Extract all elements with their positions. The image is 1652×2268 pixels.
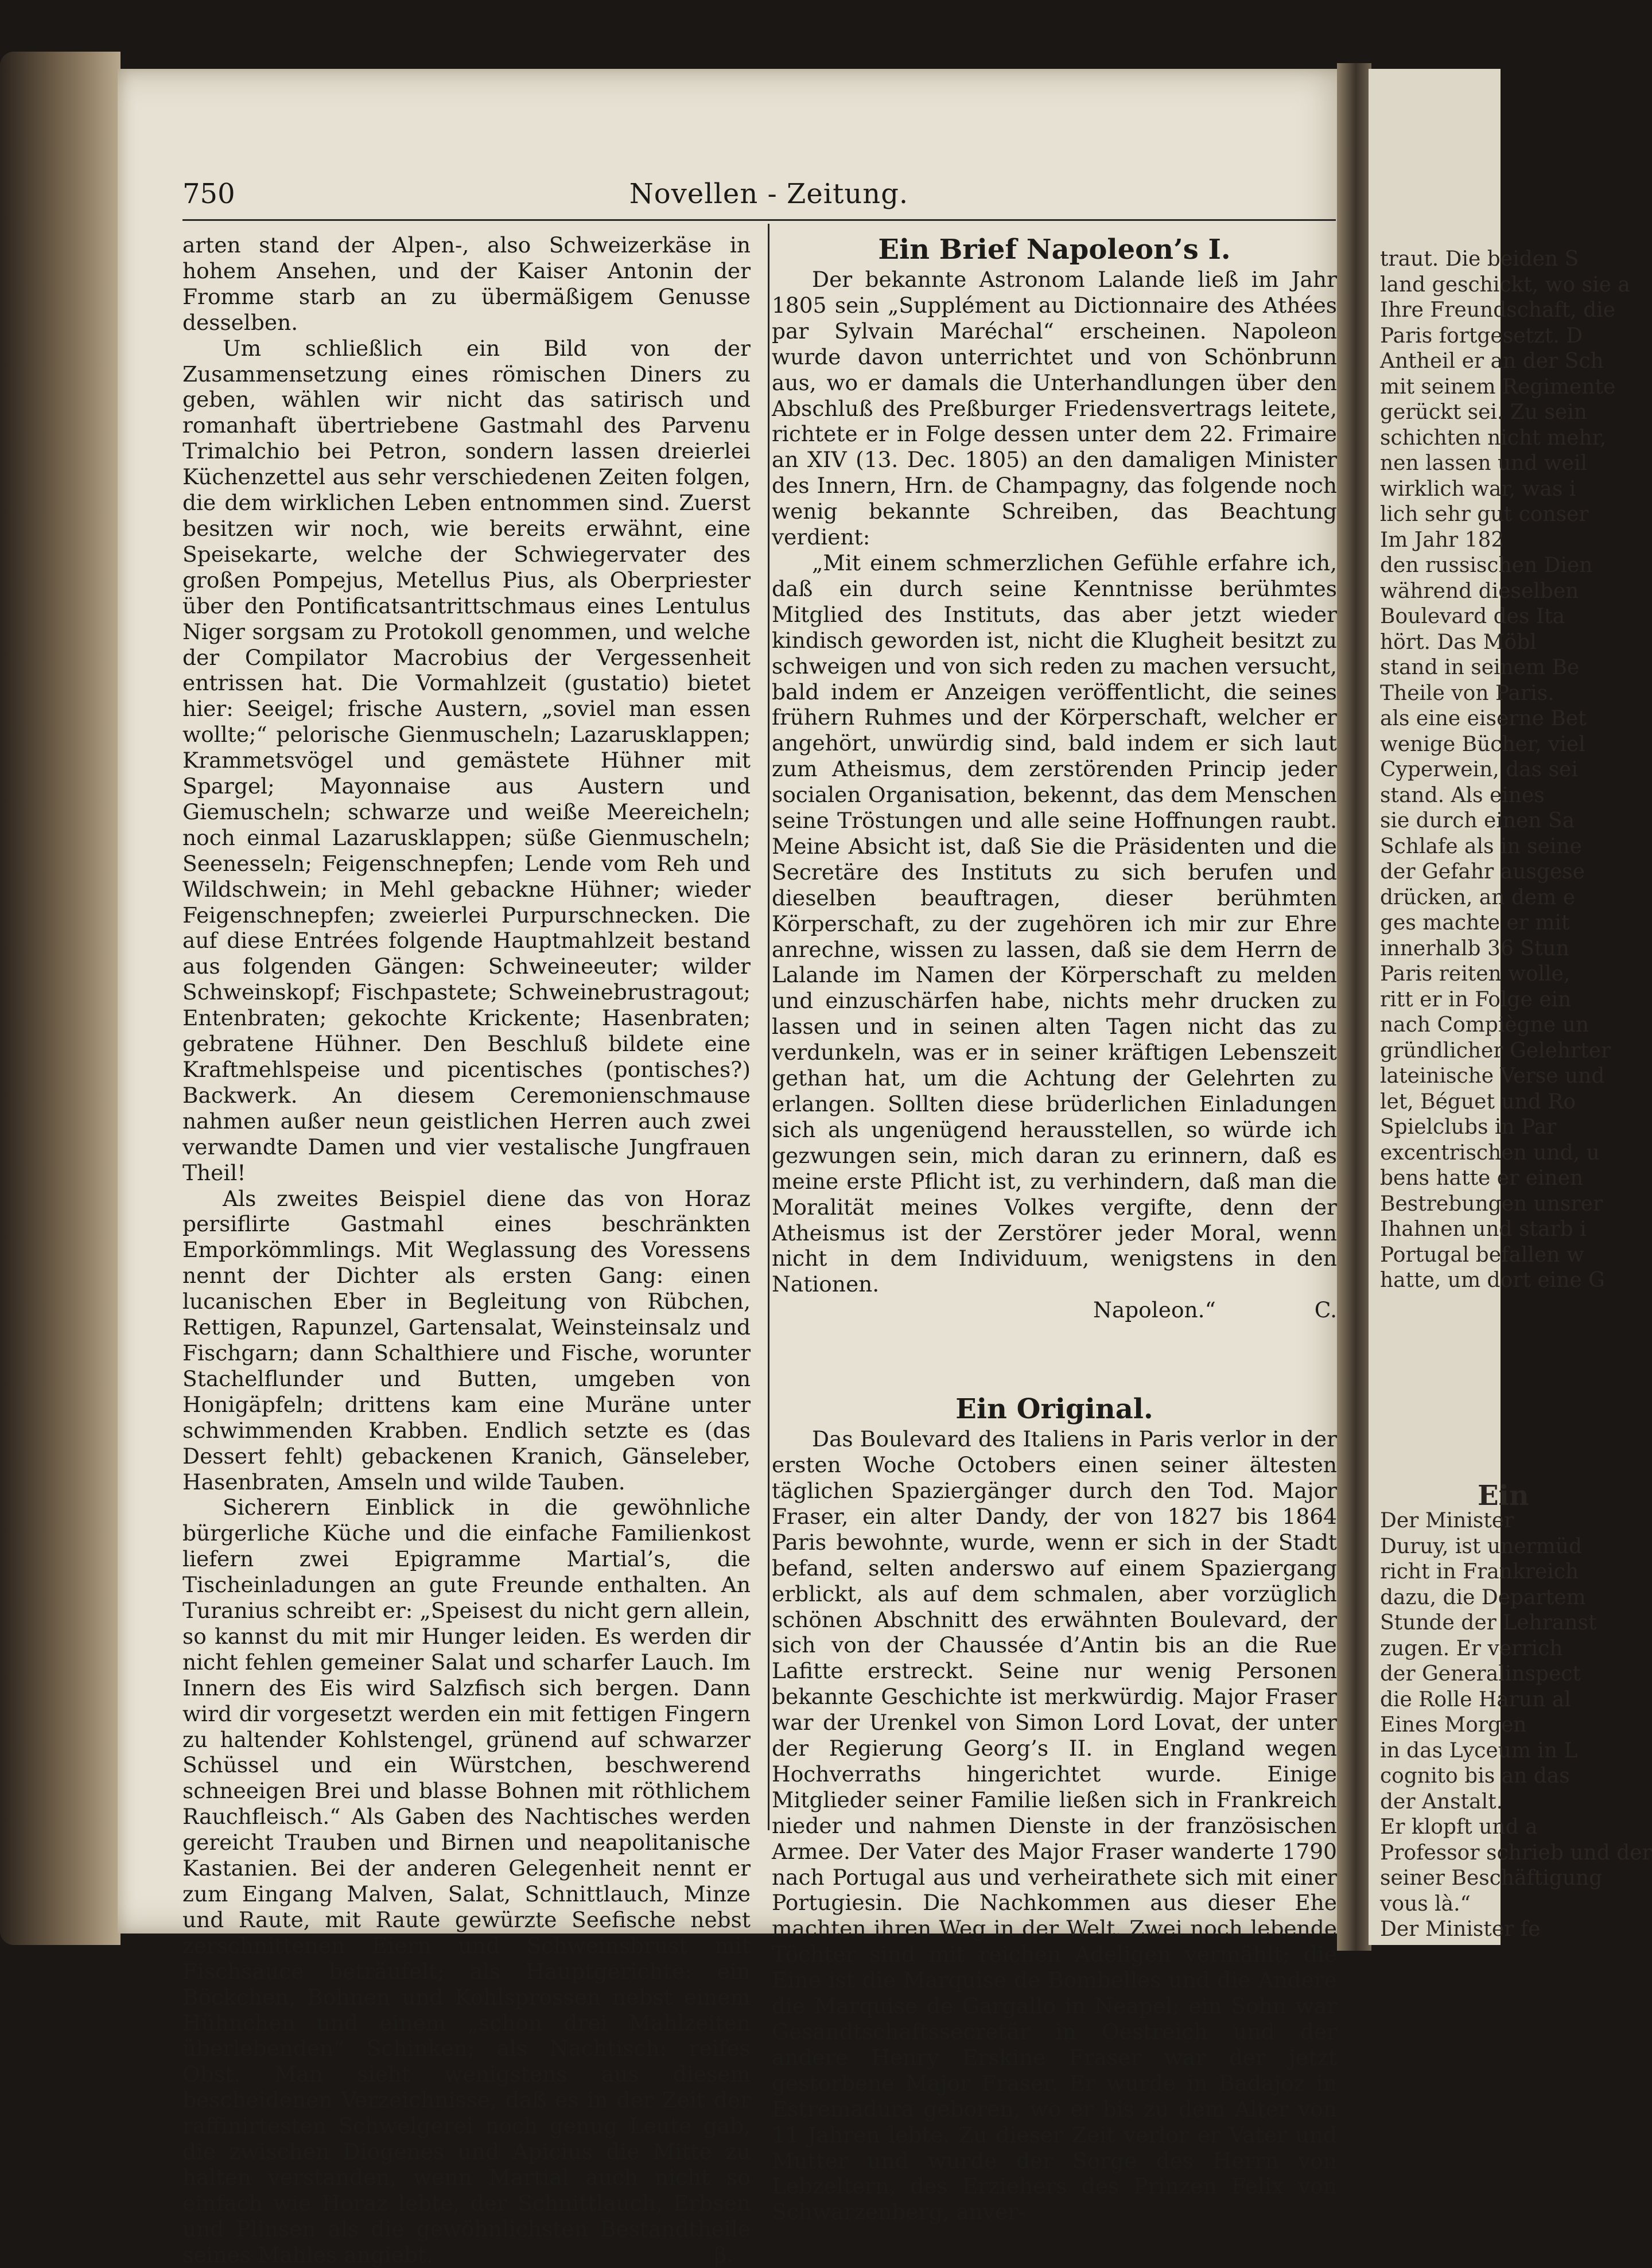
fragment-line: der Gefahr ausgese — [1380, 860, 1585, 884]
fragment-line: Schlafe als in seine — [1380, 834, 1582, 858]
fragment-line: Im Jahr 182 — [1380, 528, 1505, 552]
fragment-line: in das Lyceum in L — [1380, 1738, 1578, 1763]
fragment-line: richt in Frankreich — [1380, 1560, 1579, 1584]
fragment-heading: Ein — [1478, 1479, 1529, 1512]
paragraph: arten stand der Alpen-, also Schweizerkäse in hohem Ansehen, und der Kaiser Antonin der Fromme starb an zu übermäßigem Genusse desselben. — [182, 232, 751, 335]
fragment-line: Der Minister — [1380, 1509, 1514, 1532]
fragment-line: der Generalinspect — [1380, 1662, 1581, 1686]
section-gap — [772, 1323, 1337, 1392]
fragment-line: Spielclubs in Par — [1380, 1115, 1557, 1139]
fragment-line: wirklich war, was i — [1380, 477, 1576, 501]
article-title-original: Ein Original. — [955, 1393, 1153, 1426]
fragment-line: land geschickt, wo sie a — [1380, 273, 1630, 297]
paragraph: Der bekannte Astronom Lalande ließ im Jahr 1805 sein „Supplément au Dictionnaire des Athées par Sylvain Maréchal“ erscheinen. Napoleon wurde davon unterrichtet und von Schönbrunn aus, wo er damals die Unterhandlungen über den Abschluß des Preßburger Friedensvertrags leitete, richtete er in Folge dessen unter dem 22. Frimaire an XIV (13. Dec. 1805) an den damaligen Minister des Innern, Hrn. de Champagny, das folgende noch wenig bekannte Schreiben, das Beachtung verdient: — [772, 267, 1337, 550]
fragment-line: Paris fortgesetzt. D — [1380, 324, 1583, 348]
fragment-line: Cyperwein, das sei — [1380, 758, 1578, 781]
signature-initial: C. — [1314, 1297, 1337, 1323]
fragment-line: stand. Als eines — [1380, 783, 1545, 807]
fragment-line: hatte, um dort eine G — [1380, 1269, 1605, 1292]
fragment-line: wenige Bücher, viel — [1380, 732, 1585, 756]
fragment-line: während dieselben — [1380, 579, 1579, 603]
paragraph: Sicherern Einblick in die gewöhnliche bürgerliche Küche und die einfache Familienkost liefern zwei Epigramme Martial’s, die Tischeinladungen an gute Freunde enthalten. An Turanius schreibt er: „Speisest du nicht gern allein, so kannst du mit mir Hunger leiden. Es werden dir nicht fehlen gemeiner Salat und scharfer Lauch. Im Innern des Eis wird Salzfisch sich bergen. Dann wird dir vorgesetzt werden ein mit fettigen Fingern zu haltender Kohlstengel, grünend auf schwarzer Schüssel und ein Würstchen, beschwerend schneeigen Brei und blasse Bohnen mit röthlichem Rauchfleisch.“ Als Gaben des Nachtisches werden gereicht Trauben und Birnen und neapolitanische Kastanien. Bei der anderen Gelegenheit nennt er zum Eingang Malven, Salat, Schnittlauch, Minze und Raute, mit Raute gewürzte Seefische nebst zerschnittenen Eiern und Schweinsbrust mit Fischsauce beträufelt; als Hauptgerichte: ein Böckchen, Bohnen und Kohlsprossen nebst einem Hühnchen und einem „schon drei Mahlzeiten überlebenden“ Schinken; als Nachtisch: reifes Obst. Man sieht wenigstens aus diesem bescheidenen Verzeichnisse, daß es in der Zeit der raffinirtesten Schwelgerei noch genug Leute gab, die zwischen Diogenes und Apicius die Mitte zu halten verstanden, wenn Martial auch nicht so einfach wie Horaz lebte, der Schnittlauch, Erbsen und Plinsen als die gewöhnlichsten Bestandtheile seines Mahles angiebt. — [182, 1495, 751, 2267]
fragment-line: nach Compiègne un — [1380, 1013, 1589, 1037]
fragment-line: Ihre Freundschaft, die — [1380, 298, 1616, 322]
right-page-fragments — [1380, 247, 1652, 1943]
paragraph: Um schließlich ein Bild von der Zusammensetzung eines römischen Diners zu geben, wählen wir nicht das satirisch und romanhaft übertriebene Gastmahl des Parvenu Trimalchio bei Petron, sondern lassen dreierlei Küchenzettel aus sehr verschiedenen Zeiten folgen, die dem wirklichen Leben entnommen sind. Zuerst besitzen wir noch, wie bereits erwähnt, eine Speisekarte, welche der Schwiegervater des großen Pompejus, Metellus Pius, als Oberpriester über den Pontificatsantrittschmaus eines Lentulus Niger sorgsam zu Protokoll genommen, und welche der Compilator Macrobius der Vergessenheit entrissen hat. Die Vormahlzeit (gustatio) bietet hier: Seeigel; frische Austern, „soviel man essen wollte;“ pelorische Gienmuscheln; Lazarusklappen; Krammetsvögel und gemästete Hühner mit Spargel; Mayonnaise aus Austern und Giemuscheln; schwarze und weiße Meereicheln; noch einmal Lazarusklappen; süße Gienmuscheln; Seenesseln; Feigenschnepfen; Lende vom Reh und Wildschwein; in Mehl gebackne Hühner; wieder Feigenschnepfen; zweierlei Purpurschnecken. Die auf diese Entrées folgende Hauptmahlzeit bestand aus folgenden Gängen: Schweineeuter; wilder Schweinskopf; Fischpastete; Schweinebrustragout; Entenbraten; gekochte Krickente; Hasenbraten; gebratene Hühner. Den Beschluß bildete eine Kraftmehlspeise und picentisches (pontisches?) Backwerk. An diesem Ceremonienschmause nahmen außer neun geistlichen Herren auch zwei verwandte Damen und vier vestalische Jungfrauen Theil! — [182, 335, 751, 1185]
fragment-line: die Rolle Harun al — [1380, 1687, 1571, 1711]
fragment-line: stand in seinem Be — [1380, 656, 1580, 679]
fragment-line: cognito bis an das — [1380, 1764, 1570, 1788]
fragment-line: den russischen Dien — [1380, 554, 1593, 577]
fragment-line: Paris reiten wolle, — [1380, 962, 1571, 986]
fragment-line: Der Minister fe — [1380, 1917, 1541, 1941]
fragment-line: innerhalb 36 Stun — [1380, 936, 1569, 960]
fragment-line: Portugal befallen w — [1380, 1243, 1584, 1267]
fragment-line: excentrischen und, u — [1380, 1141, 1600, 1165]
fragment-line: Bestrebungen unsrer — [1380, 1192, 1603, 1216]
signature: β. — [714, 2242, 733, 2267]
fragment-line: vous là.“ — [1380, 1892, 1471, 1916]
article-title-napoleon: Ein Brief Napoleon’s I. — [878, 234, 1231, 266]
book-gutter — [1337, 63, 1371, 1951]
fragment-line: gründlicher Gelehrter — [1380, 1038, 1611, 1063]
fragment-lines-top — [1380, 247, 1630, 1294]
fragment-line: Er klopft und a — [1380, 1815, 1538, 1839]
fragment-line: schichten nicht mehr, — [1380, 426, 1607, 450]
fragment-line: Eines Morgen — [1380, 1713, 1527, 1737]
fragment-line: lateinische Verse und — [1380, 1064, 1605, 1088]
right-page — [1369, 69, 1652, 1945]
column-rule — [768, 224, 769, 1830]
fragment-line: ritt er in Folge ein — [1380, 987, 1572, 1012]
fragment-line: Professor schrieb und der — [1380, 1841, 1652, 1865]
running-head: Novellen - Zeitung. — [629, 178, 909, 210]
left-column — [182, 232, 751, 2268]
fragment-line: lich sehr gut conser — [1380, 503, 1589, 526]
paragraph: Das Boulevard des Italiens in Paris verlor in der ersten Woche Octobers einen seiner ältesten täglichen Spaziergänger durch den Tod. Major Fraser, ein alter Dandy, der von 1827 bis 1864 Paris bewohnte, wurde, wenn er sich in der Stadt befand, selten anderswo auf einem Spaziergang erblickt, als auf dem schmalen, aber vorzüglich schönen Abschnitt des erwähnten Boulevard, der sich von der Chaussée d’Antin bis an die Rue Lafitte erstreckt. Seine nur wenig Personen bekannte Geschichte ist merkwürdig. Major Fraser war der Urenkel von Simon Lord Lovat, der unter der Regierung Georg’s II. in England wegen Hochverraths hingerichtet wurde. Einige Mitglieder seiner Familie ließen sich in Frankreich nieder und nahmen Dienste in der französischen Armee. Der Vater des Major Fraser wanderte 1790 nach Portugal aus und verheirathete sich mit einer Portugiesin. Die Nachkommen aus dieser Ehe machten ihren Weg in der Welt. Zwei noch lebende Töchter sind mit reichen Adeligen vermählt; die Eine ist die Marquise de Bombelles und die Andere die Marquise de Gargallo in Neapel; ein Sohn war Gesandtschaftssecretär in Oestreich und der andere Henry Erskine Fraser war der jetzt gestorbene Major Fraser. Er wurde in Badajoz in Estremadura geboren, wo er bis zu dem Alter von 11 Jahren lebte. Zu dieser Zeit verlor er Vater und Mutter und wurde der Sorge des Herrn von Lebzeltern, des Erziehers des Prinzen Felix von Schwarzenberg, anver- — [772, 1426, 1337, 2225]
right-column — [772, 232, 1337, 2225]
fragment-line: mit seinem Regimente — [1380, 375, 1616, 399]
fragment-line: traut. Die beiden S — [1380, 247, 1579, 271]
fragment-line: bens hatte er einen — [1380, 1166, 1584, 1190]
fragment-line: hört. Das Möbl — [1380, 630, 1537, 654]
fragment-line: Ihahnen und starb i — [1380, 1217, 1587, 1241]
fragment-line: Antheil er an der Sch — [1380, 349, 1604, 373]
fragment-gap — [1380, 1294, 1529, 1483]
fragment-line: let, Béguet und Ro — [1380, 1090, 1576, 1114]
fragment-line: der Anstalt. — [1380, 1789, 1503, 1814]
fragment-line: zugen. Er verrich — [1380, 1636, 1563, 1660]
fragment-line: drücken, an dem e — [1380, 885, 1576, 909]
fragment-lines-bottom — [1380, 1508, 1652, 1943]
fragment-line: seiner Beschäftigung — [1380, 1866, 1603, 1890]
fragment-line: Stunde der Lehranst — [1380, 1611, 1597, 1635]
letter-signature — [772, 1297, 1337, 1323]
fragment-line: Boulevard des Ita — [1380, 605, 1565, 628]
fragment-line: als eine eiserne Bet — [1380, 707, 1587, 730]
paragraph: Als zweites Beispiel diene das von Horaz persiflirte Gastmahl eines beschränkten Emporkömmlings. Mit Weglassung des Voressens nennt der Dichter als ersten Gang: einen lucanischen Eber in Begleitung von Rübchen, Rettigen, Rapunzel, Gartensalat, Weinsteinsalz und Fischgarn; dann Schalthiere und Fische, worunter Stachelflunder und Butten, umgeben von Honigäpfeln; drittens kam eine Muräne unter schwimmenden Krabben. Endlich setzte es (das Dessert fehlt) gebackenen Kranich, Gänseleber, Hasenbraten, Amseln und wilde Tauben. — [182, 1185, 751, 1495]
signature-name: Napoleon.“ — [1093, 1297, 1216, 1323]
book-page-edges — [0, 52, 121, 1945]
page-number: 750 — [182, 178, 235, 210]
fragment-line: ges machte er mit — [1380, 911, 1570, 935]
letter-text: „Mit einem schmerzlichen Gefühle erfahre ich, daß ein durch seine Kenntnisse berühmtes Mitglied des Instituts, das aber jetzt wieder kindisch geworden ist, nicht die Klugheit besitzt zu schweigen und von sich reden zu machen versucht, bald indem er Anzeigen veröffentlicht, die seines frühern Ruhmes und der Körperschaft, welcher er angehört, unwürdig sind, bald indem er sich laut zum Atheismus, dem zerstörenden Princip jeder socialen Organisation, bekennt, das dem Menschen seine Tröstungen und alle seine Hoffnungen raubt. Meine Absicht ist, daß Sie die Präsidenten und die Secretäre des Instituts zu sich berufen und dieselben beauftragen, dieser berühmten Körperschaft, zu der zugehören ich mir zur Ehre anrechne, wissen zu lassen, daß sie dem Herrn de Lalande im Namen der Körperschaft zu melden und einzuschärfen habe, nichts mehr drucken zu lassen und in seinen alten Tagen nicht das zu verdunkeln, was er in seiner kräftigen Lebenszeit gethan hat, um die Achtung der Gelehrten zu erlangen. Sollten diese brüderlichen Einladungen sich als ungenügend herausstellen, so würde ich gezwungen sein, mich daran zu erinnern, daß es meine erste Pflicht ist, zu verhindern, daß man die Moralität meines Volkes vergifte, denn der Atheismus ist der Zerstörer jeder Moral, wenn nicht in dem Individuum, wenigstens in den Nationen. — [772, 550, 1337, 1297]
fragment-line: gerückt sei. Zu sein — [1380, 400, 1587, 424]
fragment-line: sie durch einen Sa — [1380, 809, 1575, 832]
fragment-line: dazu, die Departem — [1380, 1585, 1586, 1609]
header-rule — [182, 219, 1336, 221]
fragment-line: Theile von Paris. — [1380, 681, 1554, 705]
fragment-line: nen lassen und weil — [1380, 452, 1587, 475]
fragment-line: Duruy, ist unermüd — [1380, 1534, 1583, 1558]
